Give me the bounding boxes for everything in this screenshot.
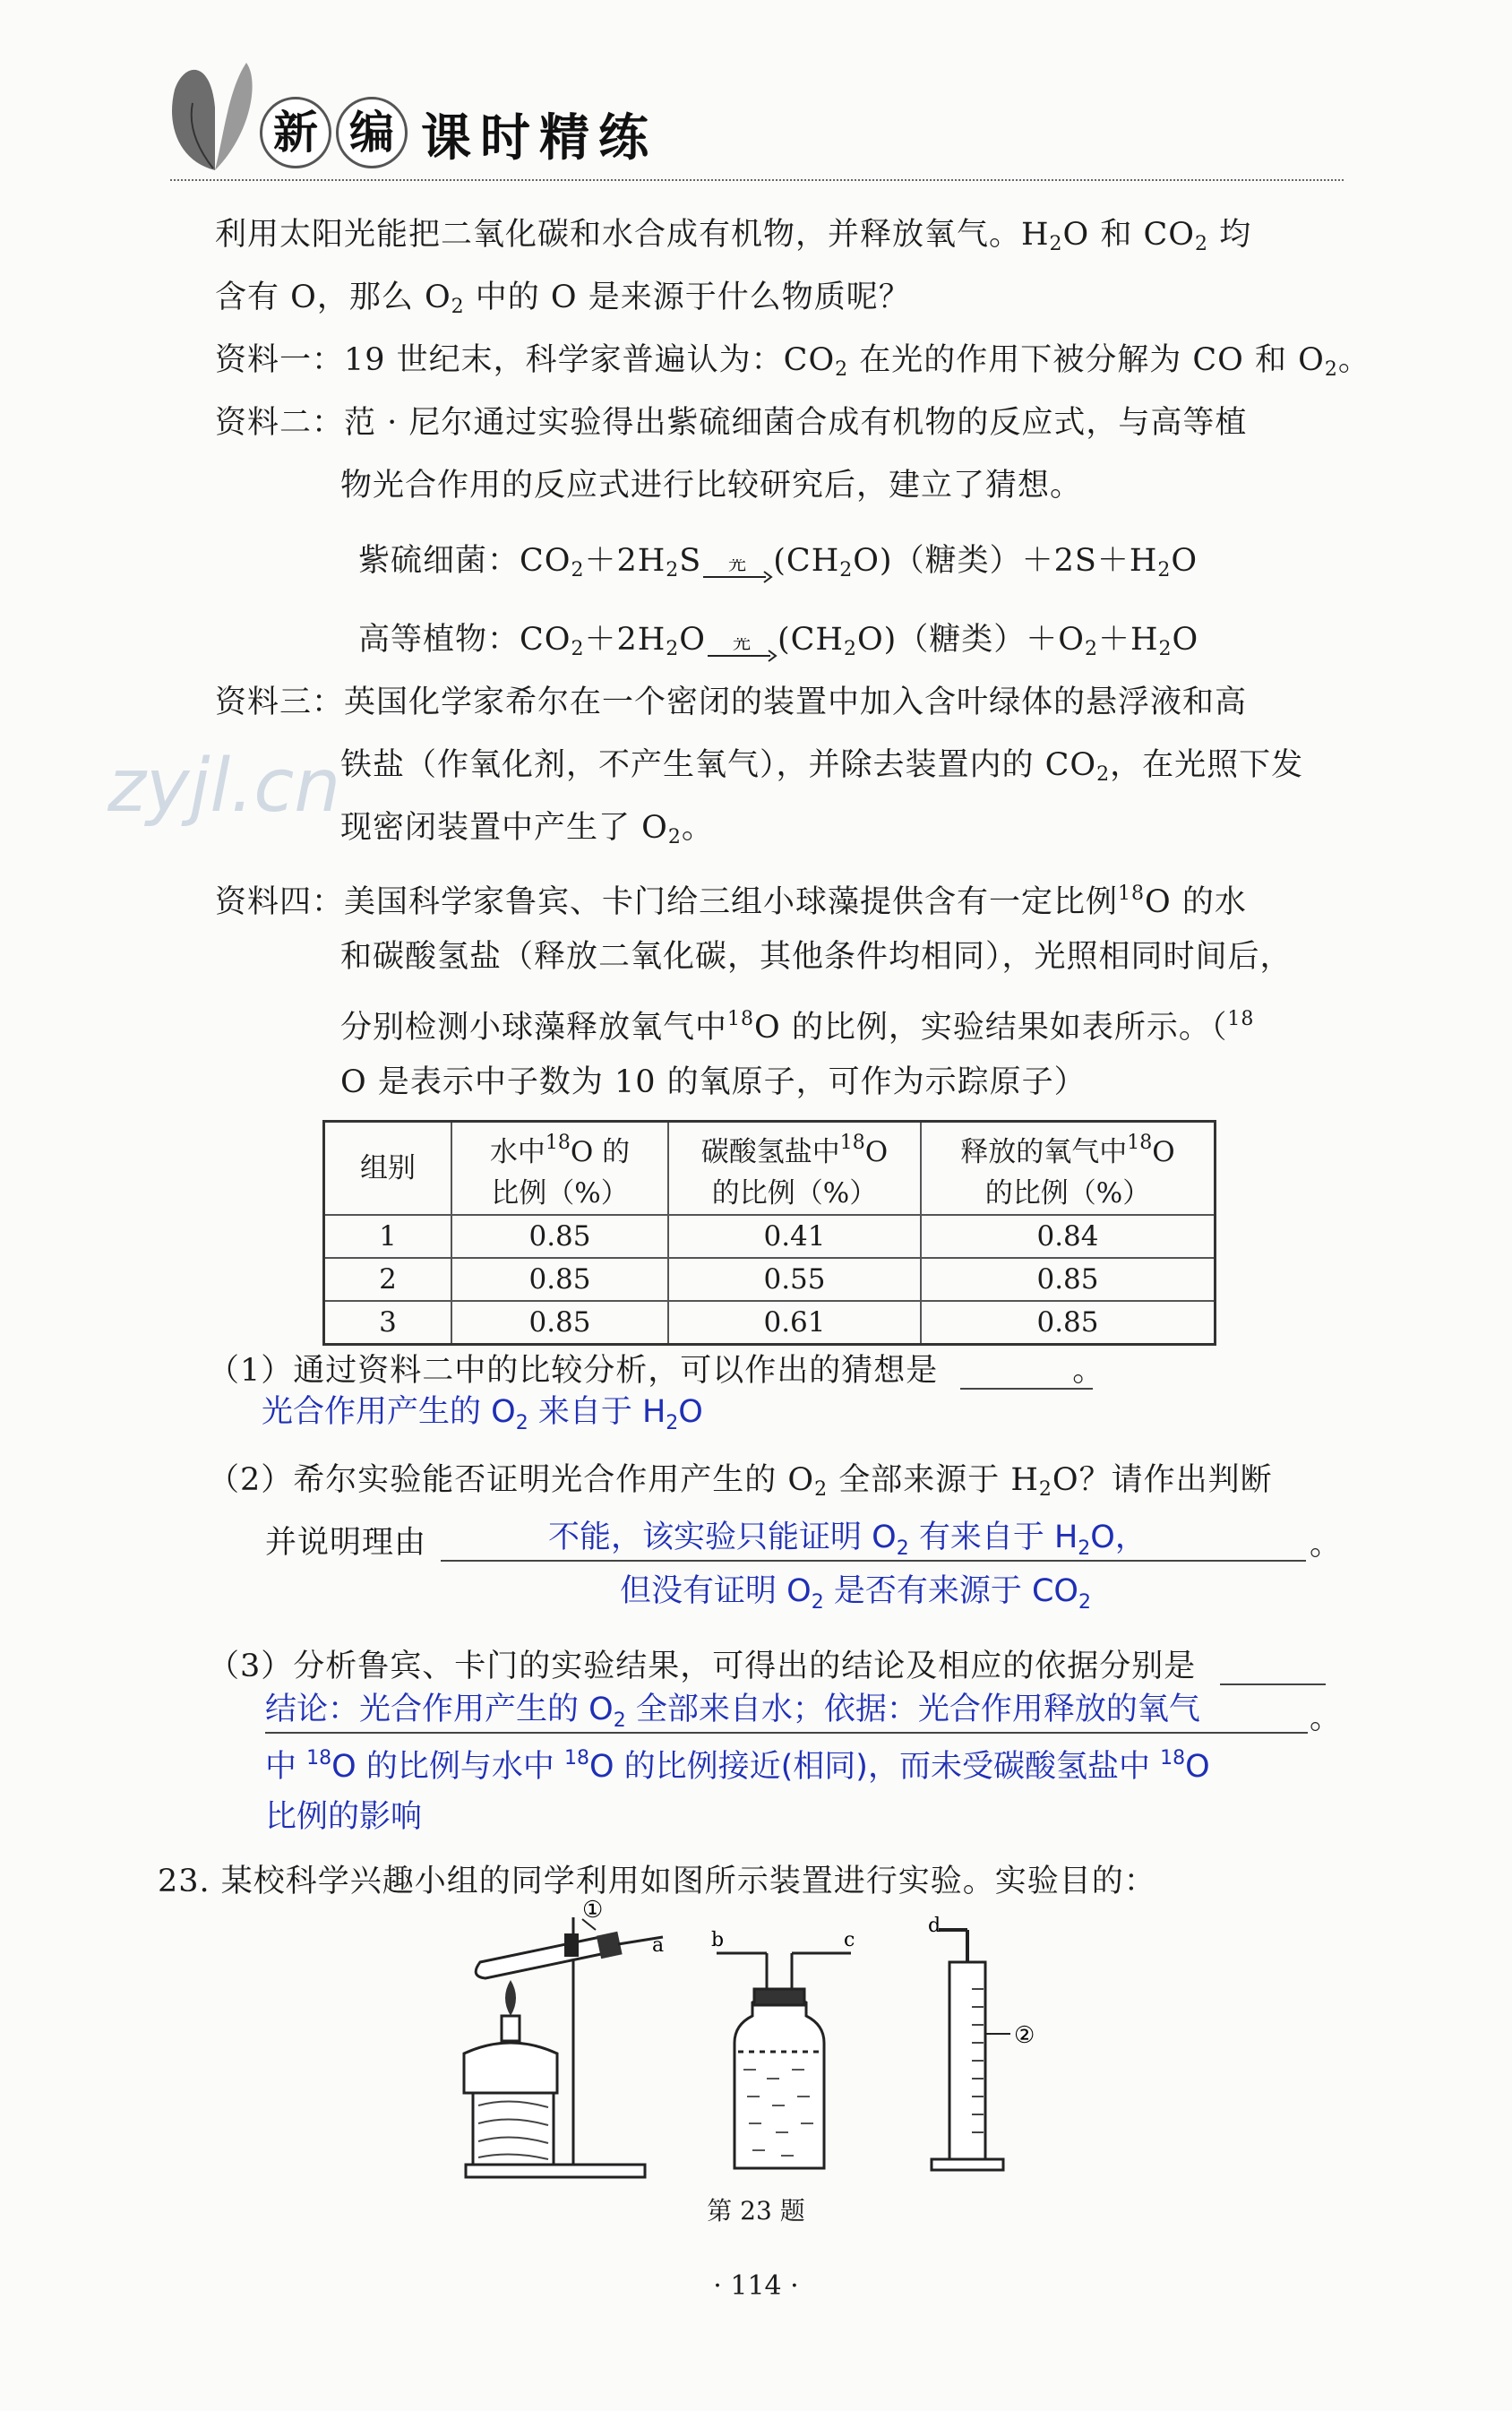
header-char-xin: 新 — [260, 97, 331, 168]
equation-higher-plants: 高等植物：$CO_2+2H_2O$ 光 $(CH_2O)$（糖类）$+O_2+H_2O$ — [358, 622, 1199, 660]
table-header-row — [324, 1122, 1216, 1174]
cell-bicarbonate: 0.41 — [668, 1215, 921, 1258]
answer-blank-1 — [960, 1388, 1093, 1390]
label-b: b — [711, 1929, 725, 1951]
handwritten-answer-2-line-1: 不能，该实验只能证明 $O_2$ 有来自于 $H_2O$， — [548, 1520, 1147, 1560]
cell-water: 0.85 — [451, 1215, 668, 1258]
question-1: （1）通过资料二中的比较分析，可以作出的猜想是 。 — [208, 1353, 1105, 1389]
answer-blank-3a — [1220, 1683, 1326, 1685]
cell-bicarbonate: 0.55 — [668, 1258, 921, 1301]
reference-4-line-3: 分别检测小球藻释放氧气中$^{18}$O 的比例，实验结果如表所示。（$^{18}$ — [340, 1008, 1255, 1046]
cell-water: 0.85 — [451, 1258, 668, 1301]
apparatus-figure — [448, 1899, 1075, 2186]
gas-washing-bottle — [717, 1953, 851, 2168]
header-bicarbonate-1: 碳酸氢盐中$^{18}$O — [668, 1122, 921, 1174]
equation-purple-bacteria: 紫硫细菌：$CO_2+2H_2S$ 光 $(CH_2O)$（糖类）$+2S+H_2O$ — [358, 543, 1198, 581]
question-23: 23. 某校科学兴趣小组的同学利用如图所示装置进行实验。实验目的： — [158, 1864, 1156, 1899]
intro-line-1: 利用太阳光能把二氧化碳和水合成有机物，并释放氧气。$H_2O$ 和 $CO_2$ 均 — [215, 217, 1252, 255]
question-2-line-1: （2）希尔实验能否证明光合作用产生的 $O_2$ 全部来源于 $H_2O$？请作出判断 — [208, 1462, 1273, 1501]
question-2-line-2: 并说明理由 — [265, 1525, 427, 1561]
header-group: 组别 — [324, 1122, 452, 1216]
results-table — [322, 1120, 1216, 1346]
watermark: zyjl.cn — [107, 744, 341, 829]
label-d: d — [928, 1915, 941, 1937]
question-2-end: 。 — [1310, 1527, 1343, 1563]
wooden-block — [473, 2093, 554, 2165]
header-water-1: 水中$^{18}$O 的 — [451, 1122, 668, 1174]
table-row — [324, 1301, 1216, 1345]
label-a: a — [652, 1934, 665, 1957]
reference-2-line-2: 物光合作用的反应式进行比较研究后，建立了猜想。 — [340, 468, 1083, 504]
intro-line-2: 含有 O，那么 $O_2$ 中的 O 是来源于什么物质呢？ — [215, 280, 911, 318]
handwritten-answer-1: 光合作用产生的 $O_2$ 来自于 $H_2O$ — [262, 1394, 703, 1434]
label-c: c — [844, 1929, 855, 1951]
handwritten-answer-3-line-3: 比例的影响 — [265, 1799, 423, 1835]
answer-blank-3b — [265, 1732, 1308, 1734]
answer-blank-2 — [441, 1560, 1306, 1562]
svg-text:光: 光 — [728, 558, 748, 574]
reference-4-line-4: O 是表示中子数为 10 的氧原子，可作为示踪原子） — [340, 1064, 1087, 1100]
handwritten-answer-3-line-2: 中 $^{18}$O 的比例与水中 $^{18}$O 的比例接近(相同)，而未受碳酸氢盐中 $^{18}$O — [265, 1747, 1210, 1785]
table-header-row-2 — [324, 1173, 1216, 1215]
svg-text:光: 光 — [732, 637, 752, 653]
butterfly-icon — [161, 54, 269, 179]
header-oxygen-1: 释放的氧气中$^{18}$O — [921, 1122, 1216, 1174]
question-3-line-1: （3）分析鲁宾、卡门的实验结果，可得出的结论及相应的依据分别是 — [208, 1649, 1197, 1684]
cell-bicarbonate: 0.61 — [668, 1301, 921, 1345]
header-oxygen-2: 的比例（%） — [921, 1173, 1216, 1215]
reaction-arrow — [701, 549, 773, 576]
question-3-end: 。 — [1310, 1701, 1343, 1736]
cell-group: 2 — [324, 1258, 452, 1301]
cell-group: 1 — [324, 1215, 452, 1258]
alcohol-lamp — [464, 1980, 557, 2093]
cell-group: 3 — [324, 1301, 452, 1345]
cell-oxygen: 0.85 — [921, 1301, 1216, 1345]
header-divider — [170, 179, 1344, 181]
page-number: · 114 · — [713, 2270, 799, 2302]
header-water-2: 比例（%） — [451, 1173, 668, 1215]
reaction-arrow — [706, 628, 777, 655]
header-bicarbonate-2: 的比例（%） — [668, 1173, 921, 1215]
reference-4-line-2: 和碳酸氢盐（释放二氧化碳，其他条件均相同），光照相同时间后， — [340, 939, 1293, 975]
reference-3-line-2: 铁盐（作氧化剂，不产生氧气），并除去装置内的 $CO_2$，在光照下发 — [340, 747, 1304, 786]
test-tube — [476, 1932, 663, 1978]
reference-4-line-1: 资料四：美国科学家鲁宾、卡门给三组小球藻提供含有一定比例$^{18}$O 的水 — [215, 883, 1247, 920]
cell-oxygen: 0.84 — [921, 1215, 1216, 1258]
cell-water: 0.85 — [451, 1301, 668, 1345]
table-row — [324, 1258, 1216, 1301]
graduated-cylinder — [932, 1930, 1010, 2170]
reference-1: 资料一：19 世纪末，科学家普遍认为：$CO_2$ 在光的作用下被分解为 CO 和 $O_2$。 — [215, 342, 1370, 381]
header-char-bian: 编 — [336, 97, 408, 168]
cell-oxygen: 0.85 — [921, 1258, 1216, 1301]
label-1: ① — [582, 1899, 604, 1924]
reference-2-line-1: 资料二：范 · 尼尔通过实验得出紫硫细菌合成有机物的反应式，与高等植 — [215, 405, 1248, 441]
reference-3-line-1: 资料三：英国化学家希尔在一个密闭的装置中加入含叶绿体的悬浮液和高 — [215, 685, 1248, 720]
label-2: ② — [1014, 2022, 1035, 2049]
handwritten-answer-3-line-1: 结论：光合作用产生的 $O_2$ 全部来自水；依据：光合作用释放的氧气 — [265, 1692, 1200, 1732]
header-title: 课时精练 — [421, 109, 657, 168]
handwritten-answer-2-line-2: 但没有证明 $O_2$ 是否有来源于 $CO_2$ — [620, 1573, 1091, 1614]
page-header — [152, 54, 1344, 179]
reference-3-line-3: 现密闭装置中产生了 $O_2$。 — [340, 810, 714, 848]
table-row — [324, 1215, 1216, 1258]
figure-caption: 第 23 题 — [707, 2196, 805, 2226]
